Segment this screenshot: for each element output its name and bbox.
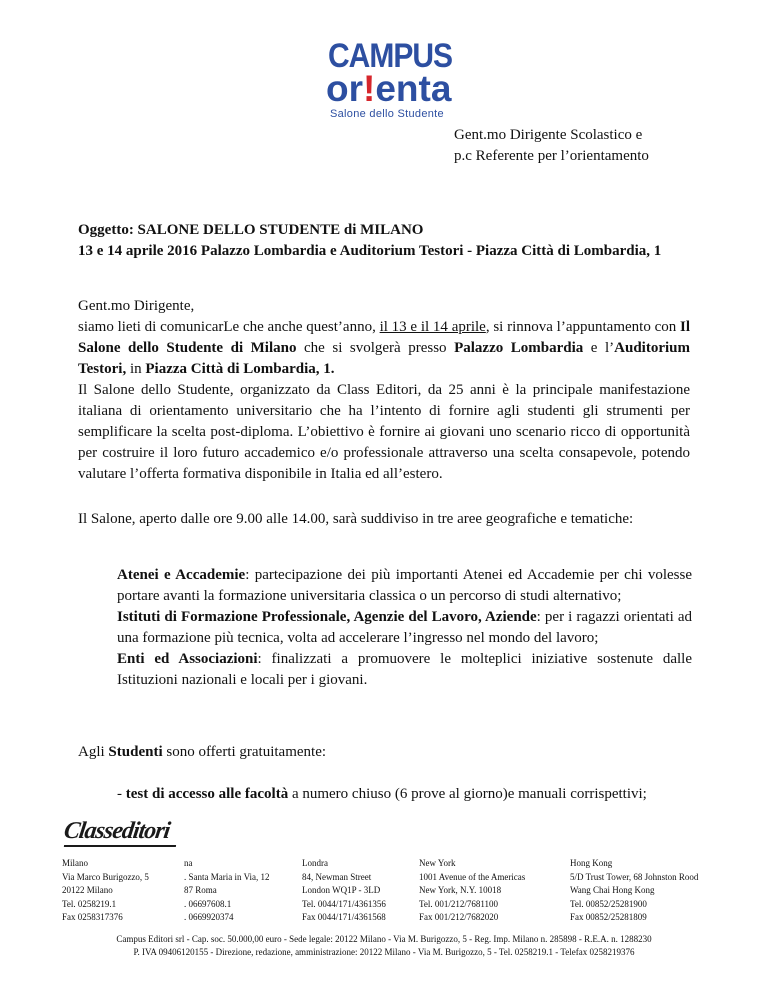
p1-text-d: e l’ [583,340,615,356]
office-fax: Fax 00852/25281809 [570,912,647,922]
office-city: na [184,858,193,868]
office-londra [302,857,412,925]
office-postal: New York, N.Y. 10018 [419,885,502,895]
p1-text-a: siamo lieti di comunicarLe che anche quest’anno, [78,319,380,335]
class-editori-logo [62,818,171,845]
subject-block [78,220,690,262]
area-enti [117,649,692,691]
office-street: Via Marco Burigozzo, 5 [62,871,149,882]
event-dates: il 13 e il 14 aprile [379,319,486,335]
p1-text-e: in [126,361,146,377]
greeting: Gent.mo Dirigente, [78,298,195,314]
office-tel: Tel. 00852/25281900 [570,898,647,909]
office-fax: Fax 0044/171/4361568 [302,912,386,922]
logo-enta: enta [375,68,452,109]
logo-tagline: Salone dello Studente [330,108,444,120]
office-postal: 87 Roma [184,885,217,895]
office-postal: 20122 Milano [62,885,113,895]
area-istituti [117,607,692,649]
logo-line-orienta [326,70,451,108]
office-city: Londra [302,858,328,868]
legal-line-1: Campus Editori srl - Cap. soc. 50.000,00 euro - Sede legale: 20122 Milano - Via M. Burigozzo, 5 - Reg. Imp. Milano n. 285898 - R.E.A. n. 1288230 [116,934,652,944]
p1-text-b: , si rinnova l’appuntamento con [485,319,680,335]
area-atenei [117,565,692,607]
office-postal: Wang Chai Hong Kong [570,885,655,895]
footer-offices [0,857,768,922]
office-city: Hong Kong [570,858,613,868]
office-new-york [419,857,561,925]
office-street: . Santa Maria in Via, 12 [184,871,270,882]
venue-auditorium: Auditorium Testori, [78,340,690,377]
paragraph-description: Il Salone dello Studente, organizzato da Class Editori, da 25 anni è la principale manifestazione italiana di orientamento universitario che ha l’intento di fornire agli studenti gli strumenti per semplificare la scelta post-diploma. L’obiettivo è fornire ai giovani uno scenario ricco di opportunità per costruire il loro futuro accademico e/o professionale attraverso una scelta consapevole, potendo valutare l’offerta formativa disponibile in Italia ed all’estero. [78,382,690,482]
logo-line-campus: CAMPUS [328,36,453,75]
area-atenei-text: : partecipazione dei più importanti Atenei ed Accademie per chi volesse portare avanti la formazione universitaria classica o un percorso di studi alternativo; [117,567,693,604]
area-enti-text: : finalizzati a promuovere le molteplici iniziative sostenute dalle Istituzioni nazionali e locali per i giovani. [117,651,692,688]
class-editori-wordmark: Classeditori [62,818,172,844]
office-fax: Fax 001/212/7682020 [419,912,499,922]
recipient-block [454,125,649,167]
class-editori-underline [64,845,176,847]
office-city: Milano [62,858,88,868]
bullet-test-title: test di accesso alle facoltà [125,786,289,802]
venue-palazzo: Palazzo Lombardia [454,340,584,356]
campus-orienta-logo [318,38,468,122]
areas-list [117,565,692,691]
logo-exclamation: ! [363,68,376,109]
p4-text-a: Agli [78,744,109,760]
area-enti-title: Enti ed Associazioni [117,651,258,667]
office-fax: Fax 0258317376 [62,912,123,922]
paragraph-announcement [78,317,690,380]
p4-text-c: sono offerti gratuitamente: [162,744,327,760]
office-street: 84, Newman Street [302,871,372,882]
area-istituti-title: Istituti di Formazione Professionale, Agenzie del Lavoro, Aziende [117,609,537,625]
recipient-line-1: Gent.mo Dirigente Scolastico e [454,127,643,143]
p1-text-c: che si svolgerà presso [296,340,455,356]
subject-line-2: 13 e 14 aprile 2016 Palazzo Lombardia e Auditorium Testori - Piazza Città di Lombardia, 1 [78,243,662,259]
paragraph-students [78,742,690,763]
recipient-line-2: p.c Referente per l’orientamento [454,148,649,164]
paragraph-schedule: Il Salone, aperto dalle ore 9.00 alle 14.00, sarà suddiviso in tre aree geografiche e tematiche: [78,511,634,527]
office-tel: . 06697608.1 [184,898,232,909]
office-hong-kong [570,857,762,925]
legal-footer [0,933,768,959]
venue-address: Piazza Città di Lombardia, 1. [145,361,335,377]
office-tel: Tel. 001/212/7681100 [419,898,499,909]
office-street: 1001 Avenue of the Americas [419,871,526,882]
office-milano [62,857,170,925]
bullet-dash: - [117,786,126,802]
p4-students: Studenti [108,744,163,760]
office-postal: London WQ1P - 3LD [302,885,381,895]
legal-line-2: P. IVA 09406120155 - Direzione, redazione, amministrazione: 20122 Milano - Via M. Burigozzo, 5 - Tel. 0258219.1 - Telefax 0258219376 [133,947,635,957]
area-atenei-title: Atenei e Accademie [117,567,246,583]
subject-line-1: Oggetto: SALONE DELLO STUDENTE di MILANO [78,222,424,238]
office-tel: Tel. 0258219.1 [62,898,117,909]
office-fax: . 0669920374 [184,912,234,922]
bullet-test [117,784,692,805]
office-street: 5/D Trust Tower, 68 Johnston Rood [570,871,699,882]
event-name: Il Salone dello Studente di Milano [78,319,690,356]
office-tel: Tel. 0044/171/4361356 [302,898,386,909]
area-istituti-text: : per i ragazzi orientati ad una formazione più tecnica, volta ad accelerare l’ingresso nel mondo del lavoro; [117,609,693,646]
letter-intro [78,296,690,485]
office-city: New York [419,858,456,868]
bullet-test-text: a numero chiuso (6 prove al giorno)e manuali corrispettivi; [288,786,647,802]
logo-or: or [326,68,363,109]
office-roma [184,857,288,925]
